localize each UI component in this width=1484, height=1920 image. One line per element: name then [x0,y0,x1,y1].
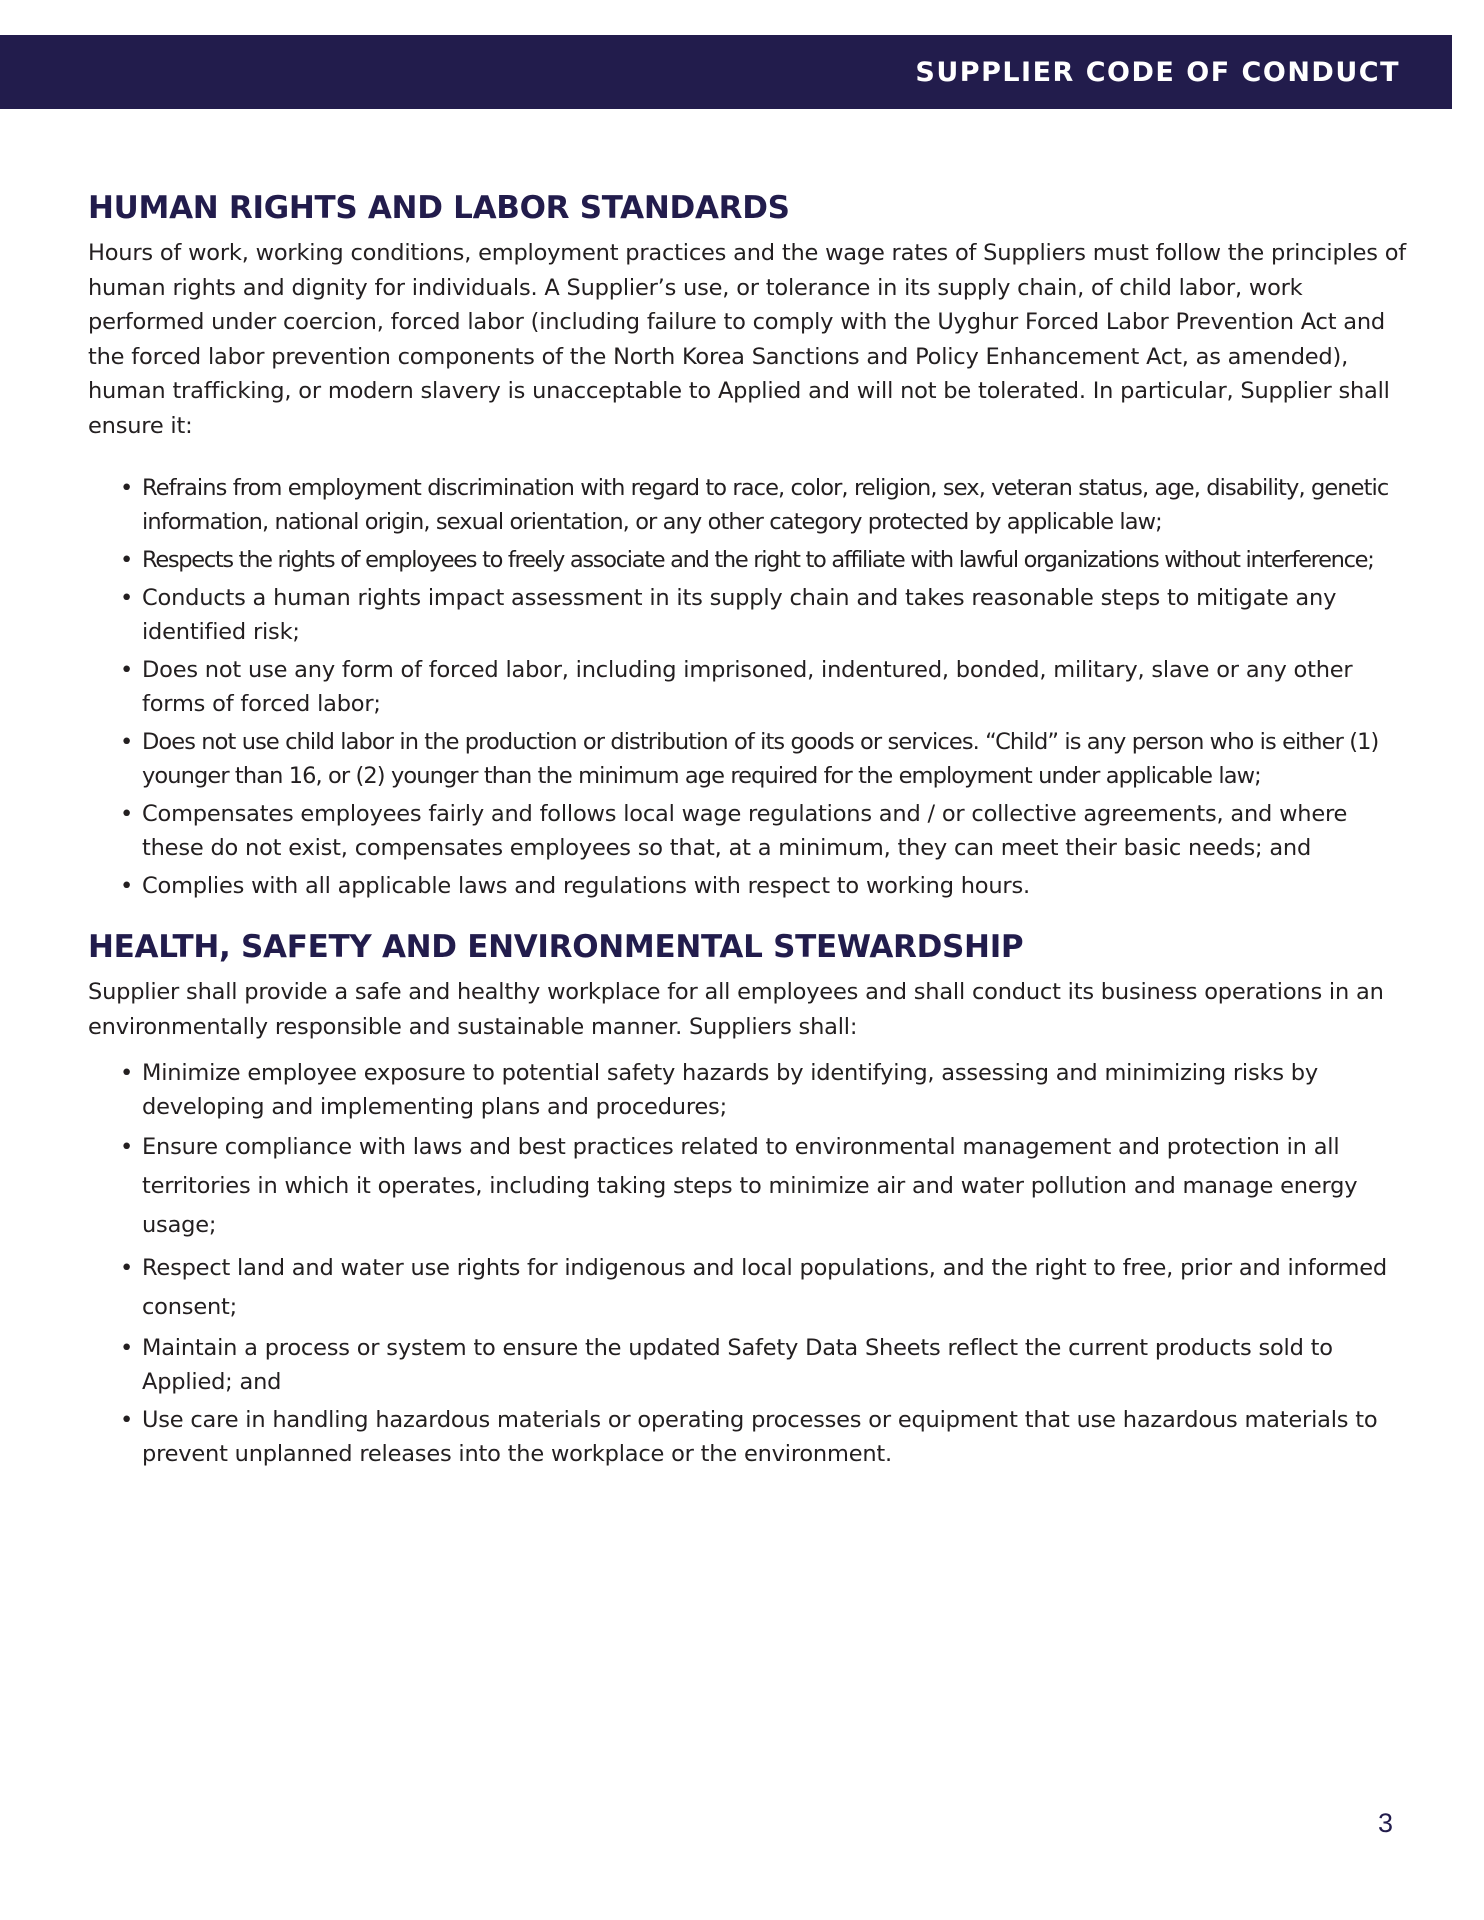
list-item: • Refrains from employment discrimination with regard to race, color, religion, sex, veteran status, age, disability, genetic information, national origin, sexual orientation, or any other category protected by applicable law; [120,471,1408,539]
section-health-safety [88,925,1408,1471]
bullet-list [88,1056,1408,1471]
list-item: • Maintain a process or system to ensure the updated Safety Data Sheets reflect the current products sold to Applied; and [120,1331,1408,1399]
section-human-rights [88,186,1408,903]
section-intro: Supplier shall provide a safe and healthy workplace for all employees and shall conduct its business operations in an environmentally responsible and sustainable manner. Suppliers shall: [88,979,1384,1040]
list-item: • Compensates employees fairly and follows local wage regulations and / or collective agreements, and where these do not exist, compensates employees so that, at a minimum, they can meet their basic needs; and [120,797,1408,865]
section-intro: Hours of work, working conditions, employment practices and the wage rates of Suppliers must follow the principles of human rights and dignity for individuals. A Supplier’s use, or tolerance in its supply chain, of child labor, work performed under coercion, forced labor (including failure to comply with the Uyghur Forced Labor Prevention Act and the forced labor prevention components of the North Korea Sanctions and Policy Enhancement Act, as amended), human trafficking, or modern slavery is unacceptable to Applied and will not be tolerated. In particular, Supplier shall ensure it: [88,240,1407,439]
section-heading: HUMAN RIGHTS AND LABOR STANDARDS [88,190,790,226]
page-content [88,186,1408,1475]
list-item: • Respects the rights of employees to freely associate and the right to affiliate with lawful organizations without interference; [120,543,1408,577]
list-item: • Use care in handling hazardous materials or operating processes or equipment that use hazardous materials to prevent unplanned releases into the workplace or the environment. [120,1403,1408,1471]
list-item: • Complies with all applicable laws and regulations with respect to working hours. [120,869,1408,903]
list-item: • Does not use any form of forced labor, including imprisoned, indentured, bonded, military, slave or any other forms of forced labor; [120,653,1408,721]
list-item: • Ensure compliance with laws and best practices related to environmental management and protection in all territories in which it operates, including taking steps to minimize air and water pollution and manage energy usage; [120,1128,1408,1245]
list-item: • Minimize employee exposure to potential safety hazards by identifying, assessing and minimizing risks by developing and implementing plans and procedures; [120,1056,1408,1124]
section-heading: HEALTH, SAFETY AND ENVIRONMENTAL STEWARDSHIP [88,929,1024,965]
list-item: • Does not use child labor in the production or distribution of its goods or services. “Child” is any person who is either (1) younger than 16, or (2) younger than the minimum age required for the employment under applicable law; [120,725,1408,793]
header-banner [0,35,1452,109]
list-item: • Respect land and water use rights for indigenous and local populations, and the right to free, prior and informed consent; [120,1249,1408,1327]
bullet-list [88,471,1408,903]
list-item: • Conducts a human rights impact assessment in its supply chain and takes reasonable steps to mitigate any identified risk; [120,581,1408,649]
page-number: 3 [1378,1808,1394,1838]
document-title: SUPPLIER CODE OF CONDUCT [915,57,1400,88]
